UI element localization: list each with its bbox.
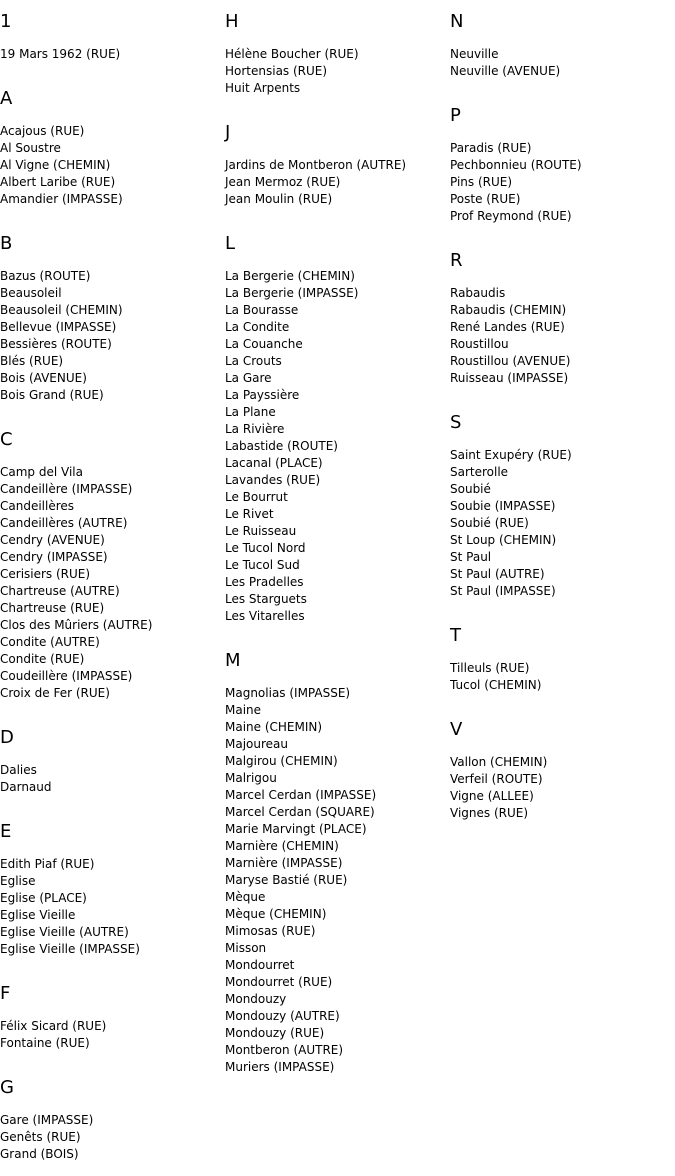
street-index-column-3 — [450, 0, 672, 835]
letter-section — [450, 12, 672, 93]
section-letter-heading: E — [0, 821, 12, 842]
street-link[interactable]: 19 Mars 1962 (RUE) — [0, 47, 121, 61]
street-link[interactable]: Pechbonnieu (ROUTE) — [450, 158, 582, 172]
street-link[interactable]: Montberon (AUTRE) — [225, 1043, 344, 1057]
street-link[interactable]: Malrigou — [225, 771, 277, 785]
street-link[interactable]: Bellevue (IMPASSE) — [0, 320, 117, 334]
street-link[interactable]: Maryse Bastié (RUE) — [225, 873, 348, 887]
street-link[interactable]: Al Vigne (CHEMIN) — [0, 158, 111, 172]
street-link[interactable]: Condite (AUTRE) — [0, 635, 100, 649]
street-link[interactable]: Marcel Cerdan (IMPASSE) — [225, 788, 377, 802]
section-letter-heading: S — [450, 412, 462, 433]
letter-section — [225, 123, 447, 221]
street-link[interactable]: Vignes (RUE) — [450, 806, 529, 820]
street-link[interactable]: Mimosas (RUE) — [225, 924, 316, 938]
street-link[interactable]: Lavandes (RUE) — [225, 473, 321, 487]
section-letter-heading: B — [0, 233, 13, 254]
street-link[interactable]: Marie Marvingt (PLACE) — [225, 822, 367, 836]
street-link[interactable]: Candeillère (IMPASSE) — [0, 482, 133, 496]
letter-section — [450, 626, 672, 707]
street-link[interactable]: Soubie (IMPASSE) — [450, 499, 556, 513]
street-link[interactable]: Mondourret (RUE) — [225, 975, 333, 989]
street-link[interactable]: Eglise Vieille — [0, 908, 76, 922]
letter-section — [450, 251, 672, 400]
street-link[interactable]: Muriers (IMPASSE) — [225, 1060, 335, 1074]
street-link[interactable]: Blés (RUE) — [0, 354, 64, 368]
street-link[interactable]: Jean Moulin (RUE) — [225, 192, 333, 206]
street-link[interactable]: Sarterolle — [450, 465, 509, 479]
letter-section — [225, 234, 447, 638]
street-link[interactable]: Le Tucol Nord — [225, 541, 306, 555]
street-link[interactable]: Labastide (ROUTE) — [225, 439, 338, 453]
street-link[interactable]: Grand (BOIS) — [0, 1147, 79, 1161]
street-link[interactable]: Croix de Fer (RUE) — [0, 686, 110, 700]
street-link[interactable]: Al Soustre — [0, 141, 61, 155]
street-link[interactable]: Mèque (CHEMIN) — [225, 907, 327, 921]
street-link[interactable]: Jean Mermoz (RUE) — [225, 175, 341, 189]
street-link[interactable]: Candeillères (AUTRE) — [0, 516, 128, 530]
street-link[interactable]: Le Bourrut — [225, 490, 288, 504]
street-link[interactable]: Bois Grand (RUE) — [0, 388, 104, 402]
street-link[interactable]: Eglise Vieille (AUTRE) — [0, 925, 129, 939]
street-link[interactable]: La Condite — [225, 320, 290, 334]
section-letter-heading: N — [450, 11, 464, 32]
street-link[interactable]: Mondouzy (AUTRE) — [225, 1009, 340, 1023]
street-link[interactable]: Camp del Vila — [0, 465, 83, 479]
street-link[interactable]: St Paul — [450, 550, 492, 564]
street-link[interactable]: René Landes (RUE) — [450, 320, 565, 334]
street-link[interactable]: Roustillou (AVENUE) — [450, 354, 571, 368]
street-link[interactable]: Condite (RUE) — [0, 652, 85, 666]
street-link[interactable]: Les Vitarelles — [225, 609, 305, 623]
street-link[interactable]: Maine — [225, 703, 262, 717]
street-link[interactable]: Verfeil (ROUTE) — [450, 772, 543, 786]
street-link[interactable]: Soubié (RUE) — [450, 516, 529, 530]
street-link[interactable]: Le Tucol Sud — [225, 558, 300, 572]
street-link[interactable]: Les Pradelles — [225, 575, 304, 589]
street-link[interactable]: Mondouzy — [225, 992, 287, 1006]
street-link[interactable]: Pins (RUE) — [450, 175, 513, 189]
street-link[interactable]: La Bergerie (IMPASSE) — [225, 286, 359, 300]
street-link[interactable]: Acajous (RUE) — [0, 124, 85, 138]
street-link[interactable]: Majoureau — [225, 737, 288, 751]
street-link[interactable]: Candeillères — [0, 499, 75, 513]
street-link[interactable]: Marnière (CHEMIN) — [225, 839, 339, 853]
street-link[interactable]: Darnaud — [0, 780, 52, 794]
street-link[interactable]: Jardins de Montberon (AUTRE) — [225, 158, 407, 172]
street-link[interactable]: Mèque — [225, 890, 266, 904]
street-index-column-2 — [225, 0, 447, 1089]
street-link[interactable]: St Paul (IMPASSE) — [450, 584, 556, 598]
street-link[interactable]: Eglise Vieille (IMPASSE) — [0, 942, 140, 956]
street-link[interactable]: Vallon (CHEMIN) — [450, 755, 548, 769]
street-link[interactable]: Neuville (AVENUE) — [450, 64, 561, 78]
street-link[interactable]: Cerisiers (RUE) — [0, 567, 91, 581]
street-link[interactable]: Edith Piaf (RUE) — [0, 857, 95, 871]
section-letter-heading: F — [0, 983, 11, 1004]
street-link[interactable]: Soubié — [450, 482, 491, 496]
street-link[interactable]: Mondourret — [225, 958, 295, 972]
letter-section — [450, 720, 672, 835]
street-link[interactable]: Roustillou — [450, 337, 509, 351]
street-link[interactable]: Mondouzy (RUE) — [225, 1026, 325, 1040]
letter-section — [0, 728, 222, 809]
street-link[interactable]: Hélène Boucher (RUE) — [225, 47, 359, 61]
letter-section — [0, 430, 222, 715]
street-link[interactable]: Genêts (RUE) — [0, 1130, 81, 1144]
street-link[interactable]: Eglise — [0, 874, 36, 888]
street-link[interactable]: Dalies — [0, 763, 37, 777]
section-letter-heading: D — [0, 727, 14, 748]
letter-section — [450, 106, 672, 238]
section-letter-heading: J — [225, 122, 231, 143]
street-link[interactable]: Hortensias (RUE) — [225, 64, 328, 78]
street-link[interactable]: Beausoleil — [0, 286, 62, 300]
street-link[interactable]: Rabaudis — [450, 286, 506, 300]
street-link[interactable]: Albert Laribe (RUE) — [0, 175, 116, 189]
street-link[interactable]: La Rivière — [225, 422, 285, 436]
street-link[interactable]: Fontaine (RUE) — [0, 1036, 90, 1050]
street-link[interactable]: Cendry (AVENUE) — [0, 533, 105, 547]
street-link[interactable]: Clos des Mûriers (AUTRE) — [0, 618, 153, 632]
street-link[interactable]: St Loup (CHEMIN) — [450, 533, 557, 547]
letter-section — [225, 12, 447, 110]
street-link[interactable]: Neuville — [450, 47, 499, 61]
street-link[interactable]: Rabaudis (CHEMIN) — [450, 303, 567, 317]
section-letter-heading: V — [450, 719, 463, 740]
section-letter-heading: M — [225, 650, 241, 671]
section-letter-heading: L — [225, 233, 236, 254]
street-link[interactable]: Huit Arpents — [225, 81, 301, 95]
letter-section — [0, 984, 222, 1065]
street-link[interactable]: Bazus (ROUTE) — [0, 269, 91, 283]
street-link[interactable]: Saint Exupéry (RUE) — [450, 448, 572, 462]
letter-section — [0, 12, 222, 76]
street-link[interactable]: Les Starguets — [225, 592, 307, 606]
street-link[interactable]: Vigne (ALLEE) — [450, 789, 534, 803]
street-link[interactable]: Magnolias (IMPASSE) — [225, 686, 351, 700]
street-index-column-1 — [0, 0, 222, 1176]
street-link[interactable]: La Bergerie (CHEMIN) — [225, 269, 355, 283]
street-link[interactable]: Chartreuse (RUE) — [0, 601, 105, 615]
street-link[interactable]: Misson — [225, 941, 267, 955]
street-link[interactable]: Amandier (IMPASSE) — [0, 192, 123, 206]
letter-section — [0, 822, 222, 971]
street-link[interactable]: Le Ruisseau — [225, 524, 297, 538]
street-link[interactable]: Bessières (ROUTE) — [0, 337, 112, 351]
street-link[interactable]: Félix Sicard (RUE) — [0, 1019, 107, 1033]
street-link[interactable]: Bois (AVENUE) — [0, 371, 87, 385]
street-link[interactable]: La Bourasse — [225, 303, 299, 317]
street-link[interactable]: La Crouts — [225, 354, 282, 368]
street-link[interactable]: St Paul (AUTRE) — [450, 567, 545, 581]
letter-section — [0, 1078, 222, 1176]
street-link[interactable]: Chartreuse (AUTRE) — [0, 584, 120, 598]
section-letter-heading: P — [450, 105, 461, 126]
street-link[interactable]: Coudeillère (IMPASSE) — [0, 669, 133, 683]
street-link[interactable]: Paradis (RUE) — [450, 141, 532, 155]
street-link[interactable]: La Couanche — [225, 337, 303, 351]
street-link[interactable]: Lacanal (PLACE) — [225, 456, 323, 470]
street-link[interactable]: Marcel Cerdan (SQUARE) — [225, 805, 375, 819]
street-link[interactable]: Eglise (PLACE) — [0, 891, 87, 905]
section-letter-heading: G — [0, 1077, 14, 1098]
letter-section — [0, 89, 222, 221]
letter-section — [0, 234, 222, 417]
letter-section — [225, 651, 447, 1089]
section-letter-heading: R — [450, 250, 463, 271]
section-letter-heading: T — [450, 625, 461, 646]
street-link[interactable]: Beausoleil (CHEMIN) — [0, 303, 123, 317]
street-link[interactable]: Tilleuls (RUE) — [450, 661, 530, 675]
street-link[interactable]: Tucol (CHEMIN) — [450, 678, 542, 692]
street-link[interactable]: La Gare — [225, 371, 272, 385]
street-link[interactable]: Cendry (IMPASSE) — [0, 550, 108, 564]
section-letter-heading: 1 — [0, 11, 12, 32]
letter-section — [450, 413, 672, 613]
street-link[interactable]: Ruisseau (IMPASSE) — [450, 371, 569, 385]
street-link[interactable]: Malgirou (CHEMIN) — [225, 754, 338, 768]
section-letter-heading: C — [0, 429, 13, 450]
street-link[interactable]: Le Rivet — [225, 507, 274, 521]
street-link[interactable]: Maine (CHEMIN) — [225, 720, 323, 734]
street-link[interactable]: La Payssière — [225, 388, 300, 402]
street-link[interactable]: Gare (IMPASSE) — [0, 1113, 94, 1127]
street-link[interactable]: Prof Reymond (RUE) — [450, 209, 572, 223]
street-link[interactable]: La Plane — [225, 405, 276, 419]
street-link[interactable]: Marnière (IMPASSE) — [225, 856, 343, 870]
street-link[interactable]: Poste (RUE) — [450, 192, 521, 206]
section-letter-heading: H — [225, 11, 239, 32]
section-letter-heading: A — [0, 88, 13, 109]
